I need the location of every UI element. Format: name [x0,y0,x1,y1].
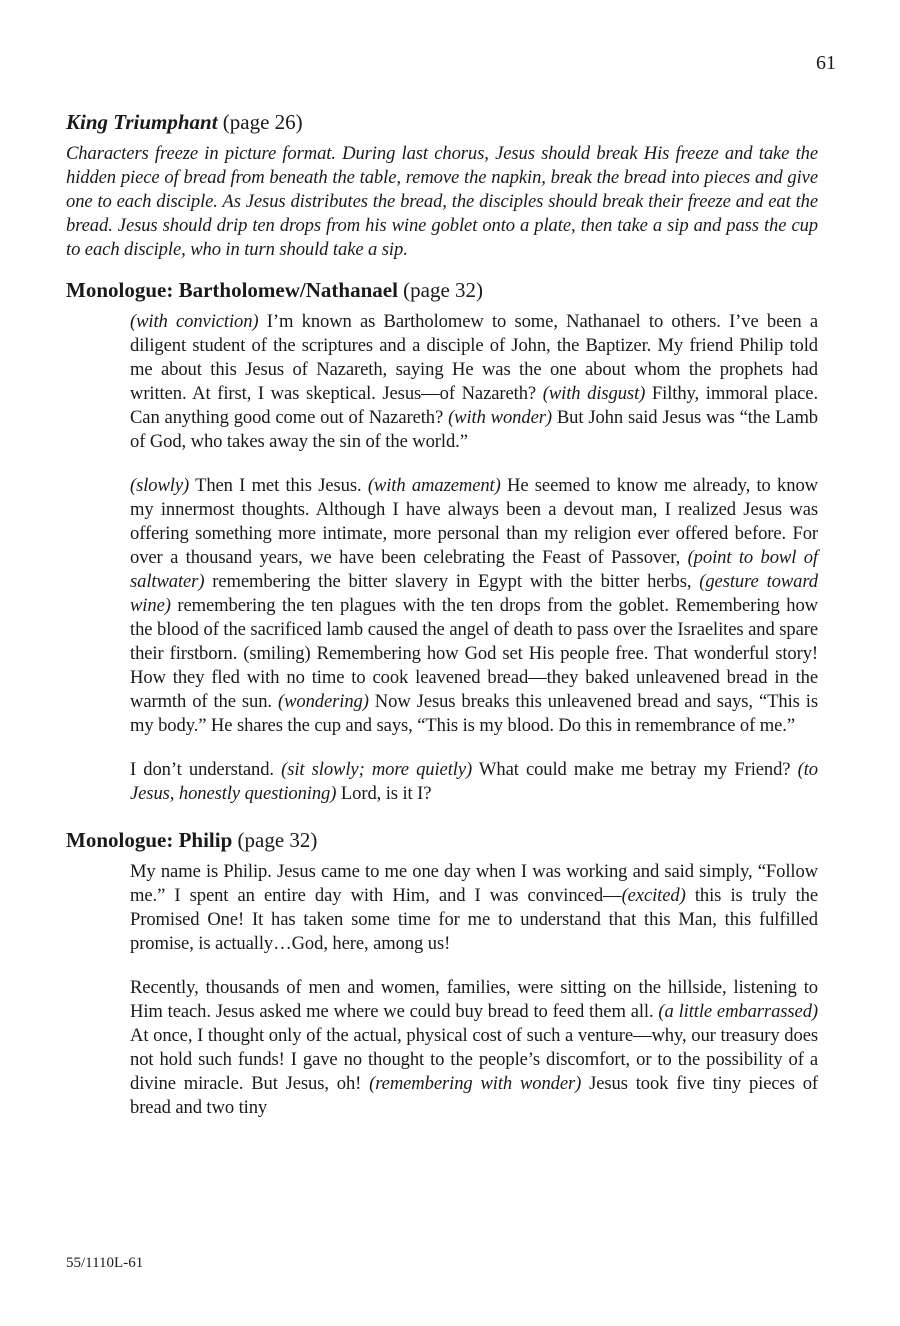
dialogue-text: He seemed to know me already, to know my innermost thoughts. Although I have always been a devout man, I realized Jesus was offering something more intimate, more personal than my religion ever offered before. For over a thousand years, we have been celebrating the Feast of Passover, [130,475,818,568]
dialogue-text: Jesus took five tiny pieces of bread and two tiny [130,1073,818,1118]
stage-direction-inline: (remembering with wonder) [369,1073,582,1094]
stage-direction-inline: (to Jesus, honestly questioning) [130,759,818,804]
stage-direction-inline: (gesture toward wine) [130,571,818,616]
monologue-paragraph [130,474,818,738]
dialogue-text: remembering the ten plagues with the ten drops from the goblet. Remembering how the blood of the sacrificed lamb caused the angel of death to pass over the Israelites and spare their firstborn. (smiling) Remembering how God set His people free. That wonderful story! How they fled with no time to cook leavened bread—they baked unleavened bread in the warmth of the sun. [130,595,818,712]
dialogue-text: I’m known as Bartholomew to some, Nathanael to others. I’ve been a diligent student of the scriptures and a disciple of John, the Baptizer. My friend Philip told me about this Jesus of Nazareth, saying He was the one about whom the prophets had written. At first, I was skeptical. Jesus—of Nazareth? [130,311,818,404]
page-reference: (page 26) [217,110,303,134]
monologue-body [130,860,818,1120]
stage-direction-inline: (wondering) [277,691,369,712]
monologue-paragraph [130,310,818,454]
dialogue-text: I don’t understand. [130,759,282,780]
dialogue-text: But John said Jesus was “the Lamb of God, who takes away the sin of the world.” [130,407,819,452]
dialogue-text: Filthy, immoral place. Can anything good come out of Nazareth? [130,383,819,428]
monologue-body [130,310,818,806]
dialogue-text: Now Jesus breaks this unleavened bread and says, “This is my body.” He shares the cup and says, “This is my blood. Do this in remembrance of me.” [130,691,818,736]
dialogue-text: My name is Philip. Jesus came to me one day when I was working and said simply, “Follow me.” I spent an entire day with Him, and I was convinced— [130,861,818,906]
section-heading [66,276,818,304]
section-king-triumphant [66,108,818,262]
page-reference: (page 32) [232,828,318,852]
section-title: Monologue: Bartholomew/Nathanael [66,278,398,302]
stage-direction-inline: (with wonder) [448,407,552,428]
dialogue-text: Then I met this Jesus. [189,475,368,496]
section-title: Monologue: Philip [66,828,233,852]
page-number: 61 [816,52,836,74]
script-page-content [66,108,818,1140]
document-code-footer: 55/1110L-61 [66,1255,144,1271]
section-monologue-philip [66,826,818,1120]
stage-direction-inline: (slowly) [130,475,190,496]
dialogue-text: At once, I thought only of the actual, physical cost of such a venture—why, our treasury does not hold such funds! I gave no thought to the people’s discomfort, or to the possibility of a divine miracle. But Jesus, oh! [130,1025,818,1094]
stage-direction-inline: (sit slowly; more quietly) [281,759,473,780]
dialogue-text: Lord, is it I? [336,783,432,804]
dialogue-text: remembering the bitter slavery in Egypt with the bitter herbs, [204,571,700,592]
stage-direction: Characters freeze in picture format. During last chorus, Jesus should break His freeze and take the hidden piece of bread from beneath the table, remove the napkin, break the bread into pieces and give one to each disciple. As Jesus distributes the bread, the disciples should break their freeze and eat the bread. Jesus should drip ten drops from his wine goblet onto a plate, then take a sip and pass the cup to each disciple, who in turn should take a sip. [66,143,818,260]
section-heading [66,826,818,854]
dialogue-text: What could make me betray my Friend? [472,759,798,780]
stage-direction-inline: (point to bowl of saltwater) [130,547,818,592]
section-heading [66,108,818,136]
page-reference: (page 32) [397,278,484,302]
monologue-paragraph [130,860,818,956]
stage-direction-inline: (a little embarrassed) [658,1001,818,1022]
stage-direction-inline: (with amazement) [367,475,501,496]
monologue-paragraph [130,758,818,806]
stage-direction-inline: (with disgust) [542,383,646,404]
stage-direction-inline: (with conviction) [130,311,259,332]
dialogue-text: Recently, thousands of men and women, families, were sitting on the hillside, listening to Him teach. Jesus asked me where we could buy bread to feed them all. [130,977,818,1022]
section-title: King Triumphant [66,110,218,134]
section-monologue-bartholomew [66,276,818,806]
dialogue-text: this is truly the Promised One! It has taken some time for me to understand that this Man, this fulfilled promise, is actually…God, here, among us! [130,885,818,954]
monologue-paragraph [130,976,818,1120]
stage-direction-inline: (excited) [621,885,686,906]
